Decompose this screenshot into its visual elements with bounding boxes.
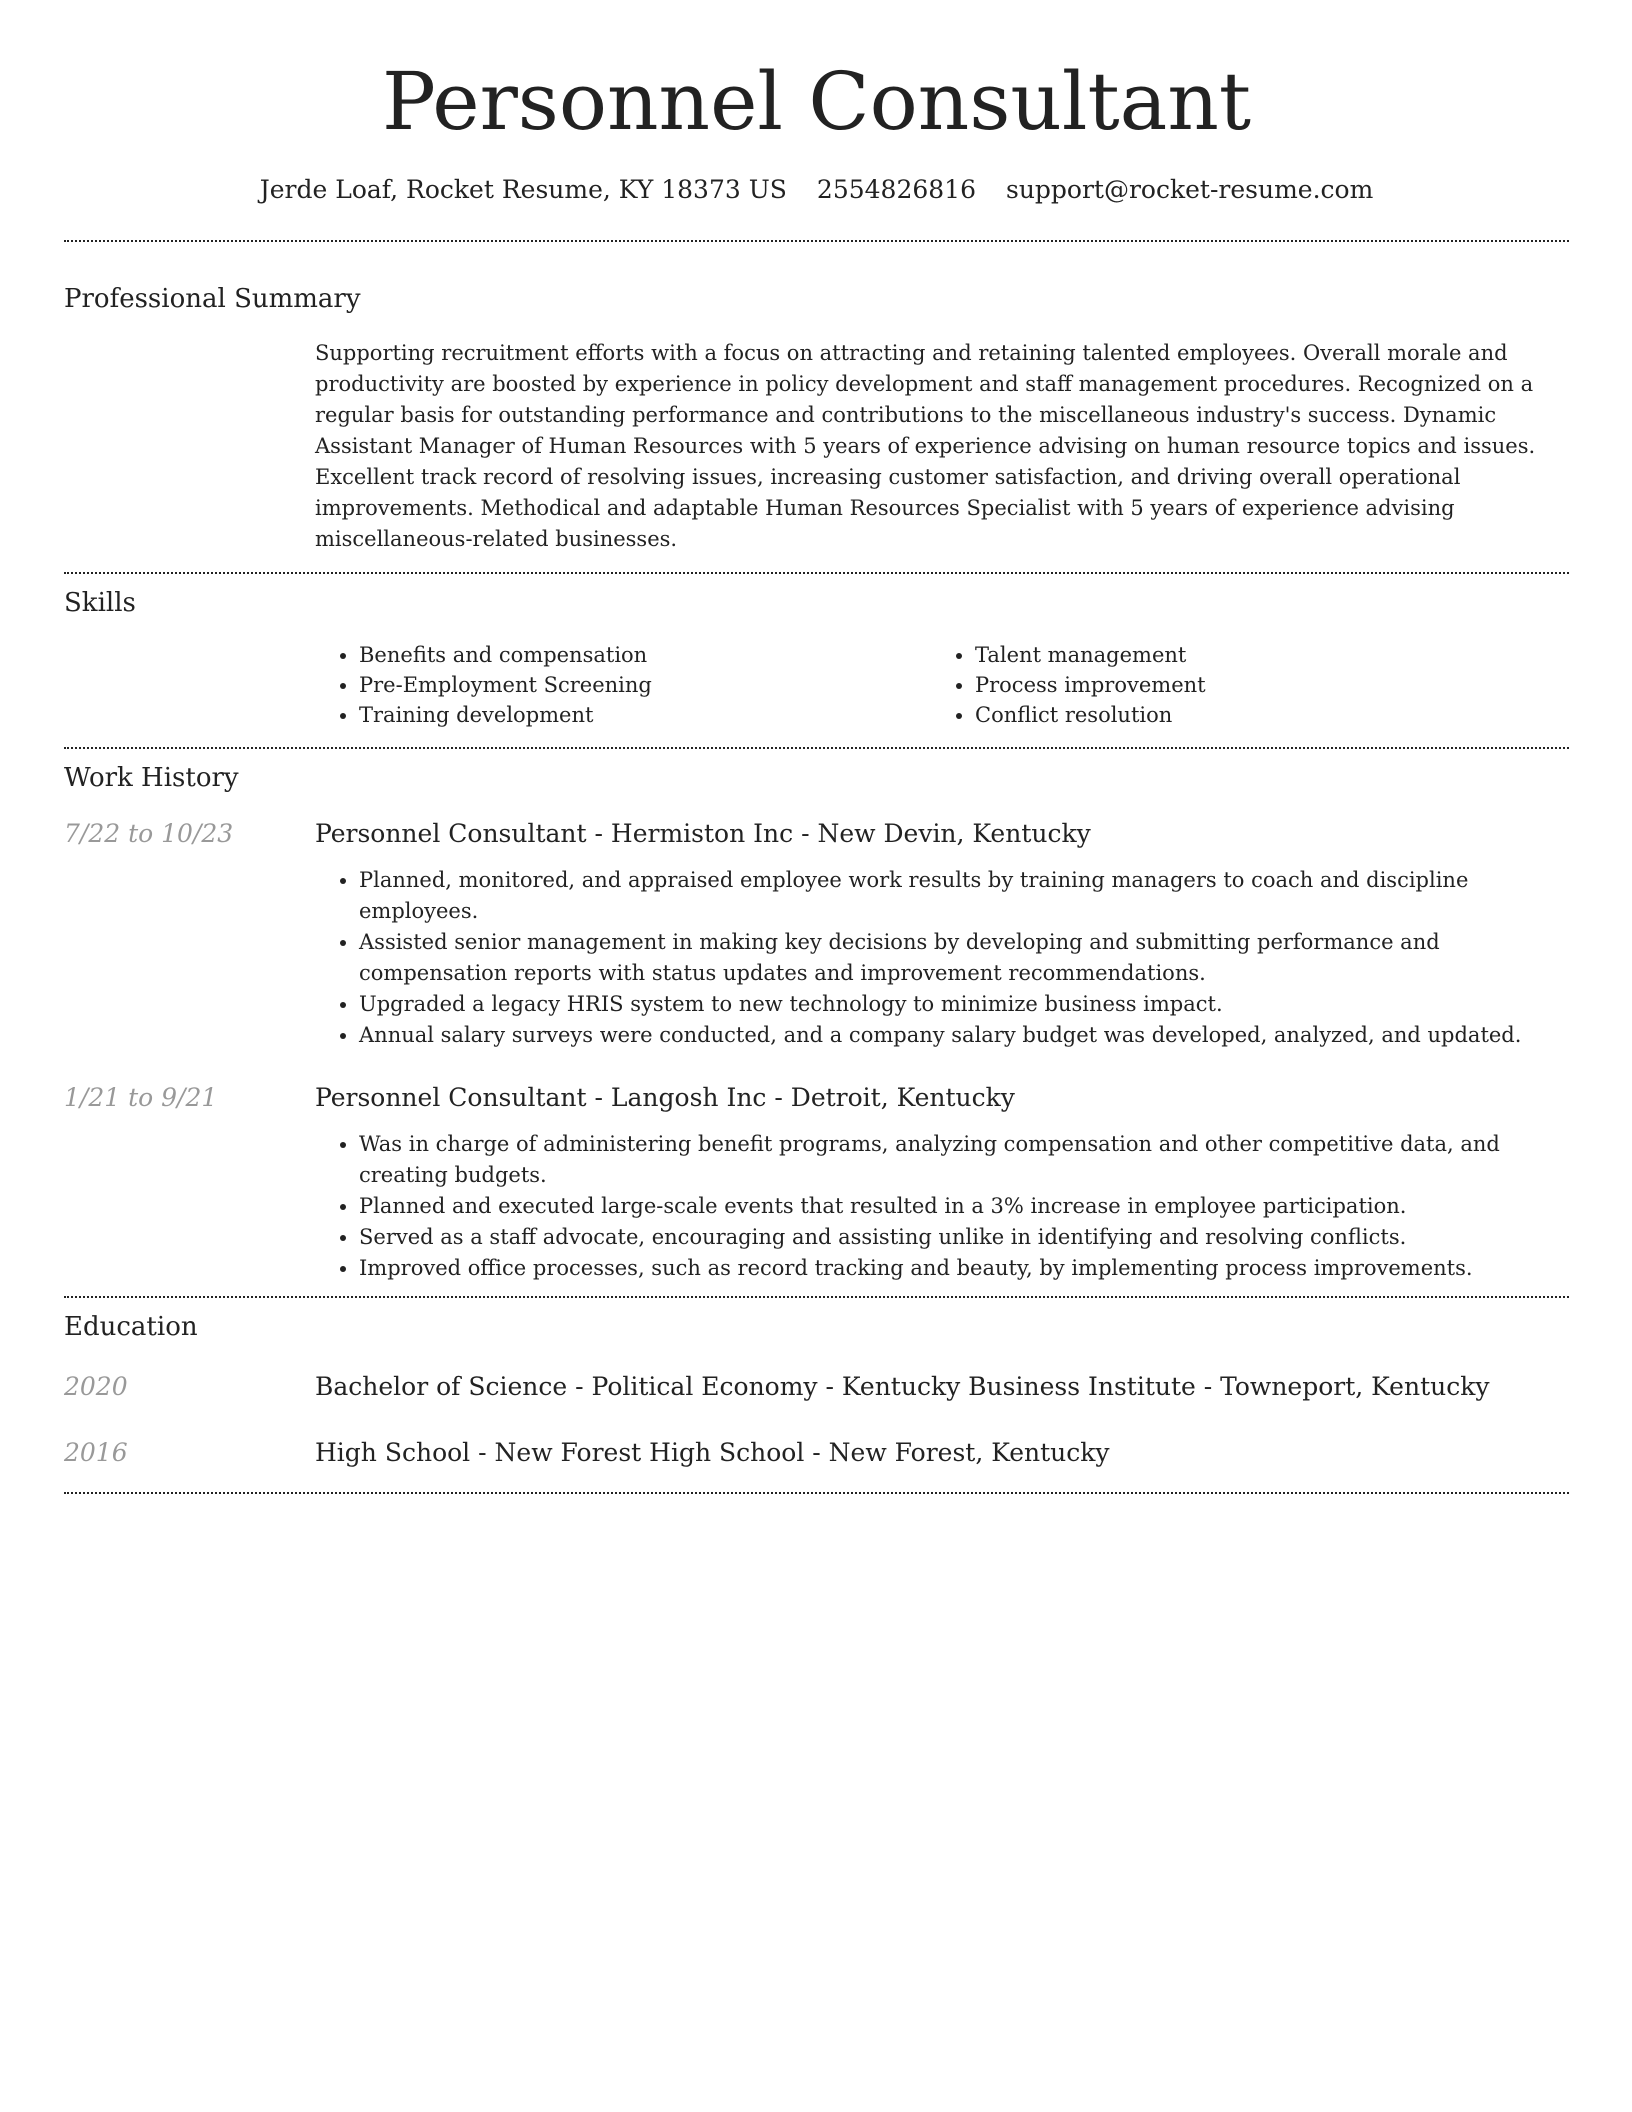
section-divider [64, 1492, 1569, 1494]
education-school: - Kentucky Business Institute - Towneport, Kentucky [817, 1372, 1490, 1401]
job-body [315, 817, 1569, 1051]
education-year: 2016 [64, 1438, 128, 1467]
job-bullets [315, 1129, 1569, 1284]
education-details [315, 1436, 1110, 1470]
summary-text: Supporting recruitment efforts with a focus on attracting and retaining talented employees. Overall morale and productivity are boosted by experience in policy development and staff management procedures. Recognized on a regular basis for outstanding performance and contributions to the miscellaneous industry's success. Dynamic Assistant Manager of Human Resources with 5 years of experience advising on human resource topics and issues. Excellent track record of resolving issues, increasing customer satisfaction, and driving overall operational improvements. Methodical and adaptable Human Resources Specialist with 5 years of experience advising miscellaneous-related businesses. [315, 341, 1536, 551]
job-entry [64, 817, 1569, 1051]
job-bullet: • Served as a staff advocate, encouraging and assisting unlike in identifying and resolving conflicts. [359, 1222, 1569, 1253]
education-degree: Bachelor of Science - Political Economy [315, 1372, 818, 1401]
education-details [315, 1370, 1490, 1404]
job-body [315, 1081, 1569, 1284]
job-bullet: • Was in charge of administering benefit programs, analyzing compensation and other competitive data, and creating budgets. [359, 1129, 1569, 1191]
skill-item: • Pre-Employment Screening [359, 670, 931, 700]
section-divider [64, 240, 1569, 242]
job-role: Personnel Consultant [315, 1083, 587, 1112]
work-history-heading: Work History [64, 763, 239, 793]
resume-name-heading: Personnel Consultant [381, 55, 1252, 148]
skills-list [315, 640, 1569, 730]
skills-column-right [931, 640, 1547, 730]
job-dates: 1/21 to 9/21 [64, 1083, 218, 1112]
job-details: - Hermiston Inc - New Devin, Kentucky [586, 819, 1091, 848]
job-bullet: • Assisted senior management in making key decisions by developing and submitting performance and compensation reports with status updates and improvement recommendations. [359, 927, 1569, 989]
job-bullet: • Improved office processes, such as record tracking and beauty, by implementing process improvements. [359, 1253, 1569, 1284]
job-bullet: • Annual salary surveys were conducted, and a company salary budget was developed, analyzed, and updated. [359, 1020, 1569, 1051]
skill-item: • Training development [359, 700, 931, 730]
education-entry [64, 1436, 1569, 1470]
section-divider [64, 747, 1569, 749]
job-heading [315, 1081, 1569, 1115]
summary-heading: Professional Summary [64, 284, 361, 314]
education-school: - New Forest High School - New Forest, Kentucky [470, 1438, 1110, 1467]
job-role: Personnel Consultant [315, 819, 587, 848]
job-bullet: • Upgraded a legacy HRIS system to new technology to minimize business impact. [359, 989, 1569, 1020]
job-bullets [315, 865, 1569, 1051]
education-heading: Education [64, 1312, 198, 1342]
job-bullet: • Planned and executed large-scale events that resulted in a 3% increase in employee participation. [359, 1191, 1569, 1222]
skill-item: • Talent management [975, 640, 1547, 670]
education-entry [64, 1370, 1569, 1404]
job-heading [315, 817, 1569, 851]
skills-heading: Skills [64, 588, 136, 618]
contact-address: Jerde Loaf, Rocket Resume, KY 18373 US [259, 175, 787, 204]
job-entry [64, 1081, 1569, 1284]
education-degree: High School [315, 1438, 471, 1467]
section-divider [64, 572, 1569, 574]
job-bullet: • Planned, monitored, and appraised employee work results by training managers to coach and discipline employees. [359, 865, 1569, 927]
skill-item: • Process improvement [975, 670, 1547, 700]
contact-email: support@rocket-resume.com [1005, 175, 1374, 204]
resume-page [64, 0, 1569, 1494]
section-divider [64, 1296, 1569, 1298]
job-dates: 7/22 to 10/23 [64, 819, 234, 848]
education-year: 2020 [64, 1372, 128, 1401]
job-details: - Langosh Inc - Detroit, Kentucky [586, 1083, 1015, 1112]
skills-column-left [315, 640, 931, 730]
skill-item: • Benefits and compensation [359, 640, 931, 670]
contact-line [64, 174, 1569, 206]
skill-item: • Conflict resolution [975, 700, 1547, 730]
contact-phone: 2554826816 [816, 175, 976, 204]
